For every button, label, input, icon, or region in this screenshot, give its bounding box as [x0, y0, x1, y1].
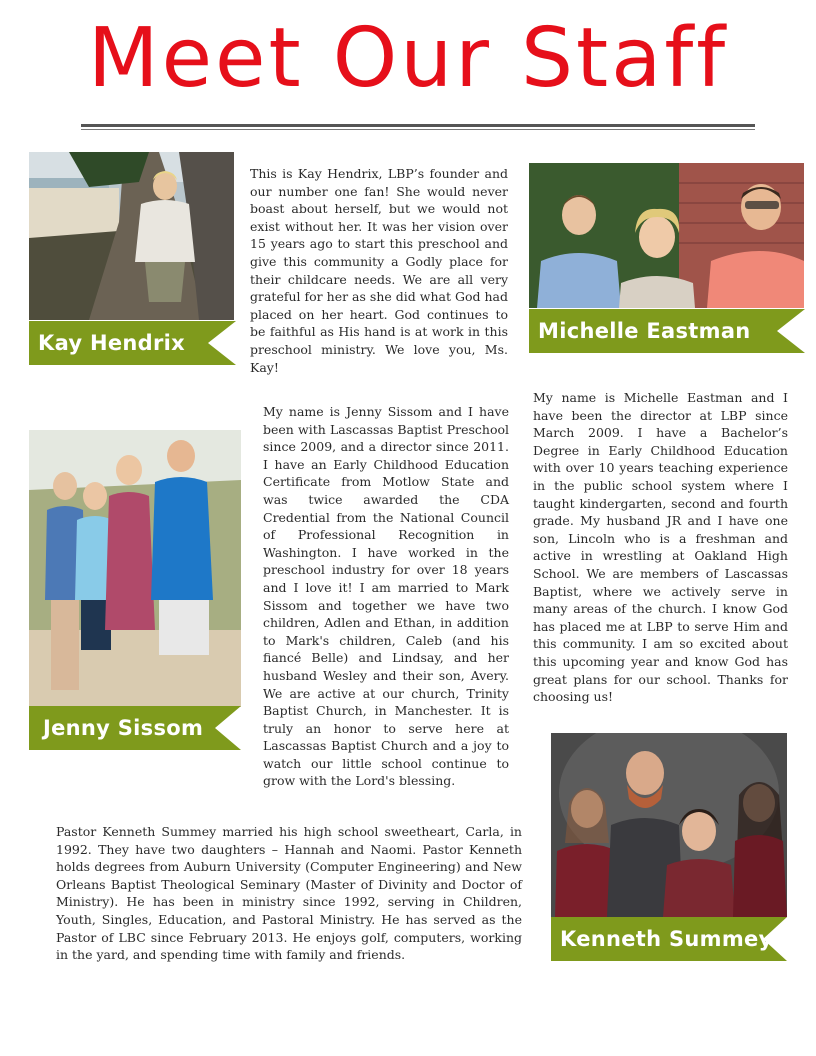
michelle-eastman-photo [529, 163, 804, 308]
michelle-eastman-name-banner [529, 309, 805, 353]
jenny-sissom-name-banner [29, 706, 241, 750]
kay-hendrix-bio: This is Kay Hendrix, LBP’s founder and our number one fan! She would never boast about herself, but we would not exist without her. It was her vision over 15 years ago to start this preschool and give this community a Godly place for their childcare needs. We are all very grateful for her as she did what God had placed on her heart. God continues to be faithful as His hand is at work in this preschool ministry. We love you, Ms. Kay! [250, 166, 508, 375]
kay-hendrix-photo [29, 152, 234, 320]
michelle-eastman-bio: My name is Michelle Eastman and I have been the director at LBP since March 2009. I have a Bachelor’s Degree in Early Childhood Education with over 10 years teaching experience in the public school system where I taught kindergarten, second and fourth grade. My husband JR and I have one son, Lincoln who is a freshman and active in wrestling at Oakland High School. We are members of Lascassas Baptist, where we actively serve in many areas of the church. I know God has placed me at LBP to serve Him and this community. I am so excited about this upcoming year and know God has great plans for our school. Thanks for choosing us! [533, 390, 788, 705]
jenny-sissom-name: Jenny Sissom [43, 716, 204, 740]
jenny-sissom-bio: My name is Jenny Sissom and I have been with Lascassas Baptist Preschool since 2009, and a director since 2011. I have an Early Childhood Education Certificate from Motlow State and was twice awarded the CDA Credential from the National Council of Professional Recognition in Washington. I have worked in the preschool industry for over 18 years and I love it! I am married to Mark Sissom and together we have two children, Adlen and Ethan, in addition to Mark's children, Caleb (and his fiancé Belle) and Lindsay, and her husband Wesley and their son, Avery. We are active at our church, Trinity Baptist Church, in Manchester. It is truly an honor to serve here at Lascassas Baptist Church and a joy to watch our little school continue to grow with the Lord's blessing. [263, 404, 509, 789]
kenneth-summey-name-banner [551, 917, 787, 961]
title-divider-thin [81, 129, 755, 130]
kay-hendrix-name: Kay Hendrix [38, 331, 185, 355]
kenneth-summey-bio: Pastor Kenneth Summey married his high school sweetheart, Carla, in 1992. They have two daughters – Hannah and Naomi. Pastor Kenneth holds degrees from Auburn University (Computer Engineering) and New Orleans Baptist Theological Seminary (Master of Divinity and Doctor of Ministry). He has been in ministry since 1992, serving in Children, Youth, Singles, Education, and Pastoral Ministry. He has served as the Pastor of LBC since February 2013. He enjoys golf, computers, working in the yard, and spending time with family and friends. [56, 824, 522, 963]
title-divider [81, 124, 755, 127]
michelle-eastman-name: Michelle Eastman [538, 319, 751, 343]
jenny-sissom-photo [29, 430, 241, 707]
kay-hendrix-name-banner [29, 321, 236, 365]
kenneth-summey-name: Kenneth Summey [560, 927, 773, 951]
page-title: Meet Our Staff [87, 11, 729, 106]
kenneth-summey-photo [551, 733, 787, 917]
